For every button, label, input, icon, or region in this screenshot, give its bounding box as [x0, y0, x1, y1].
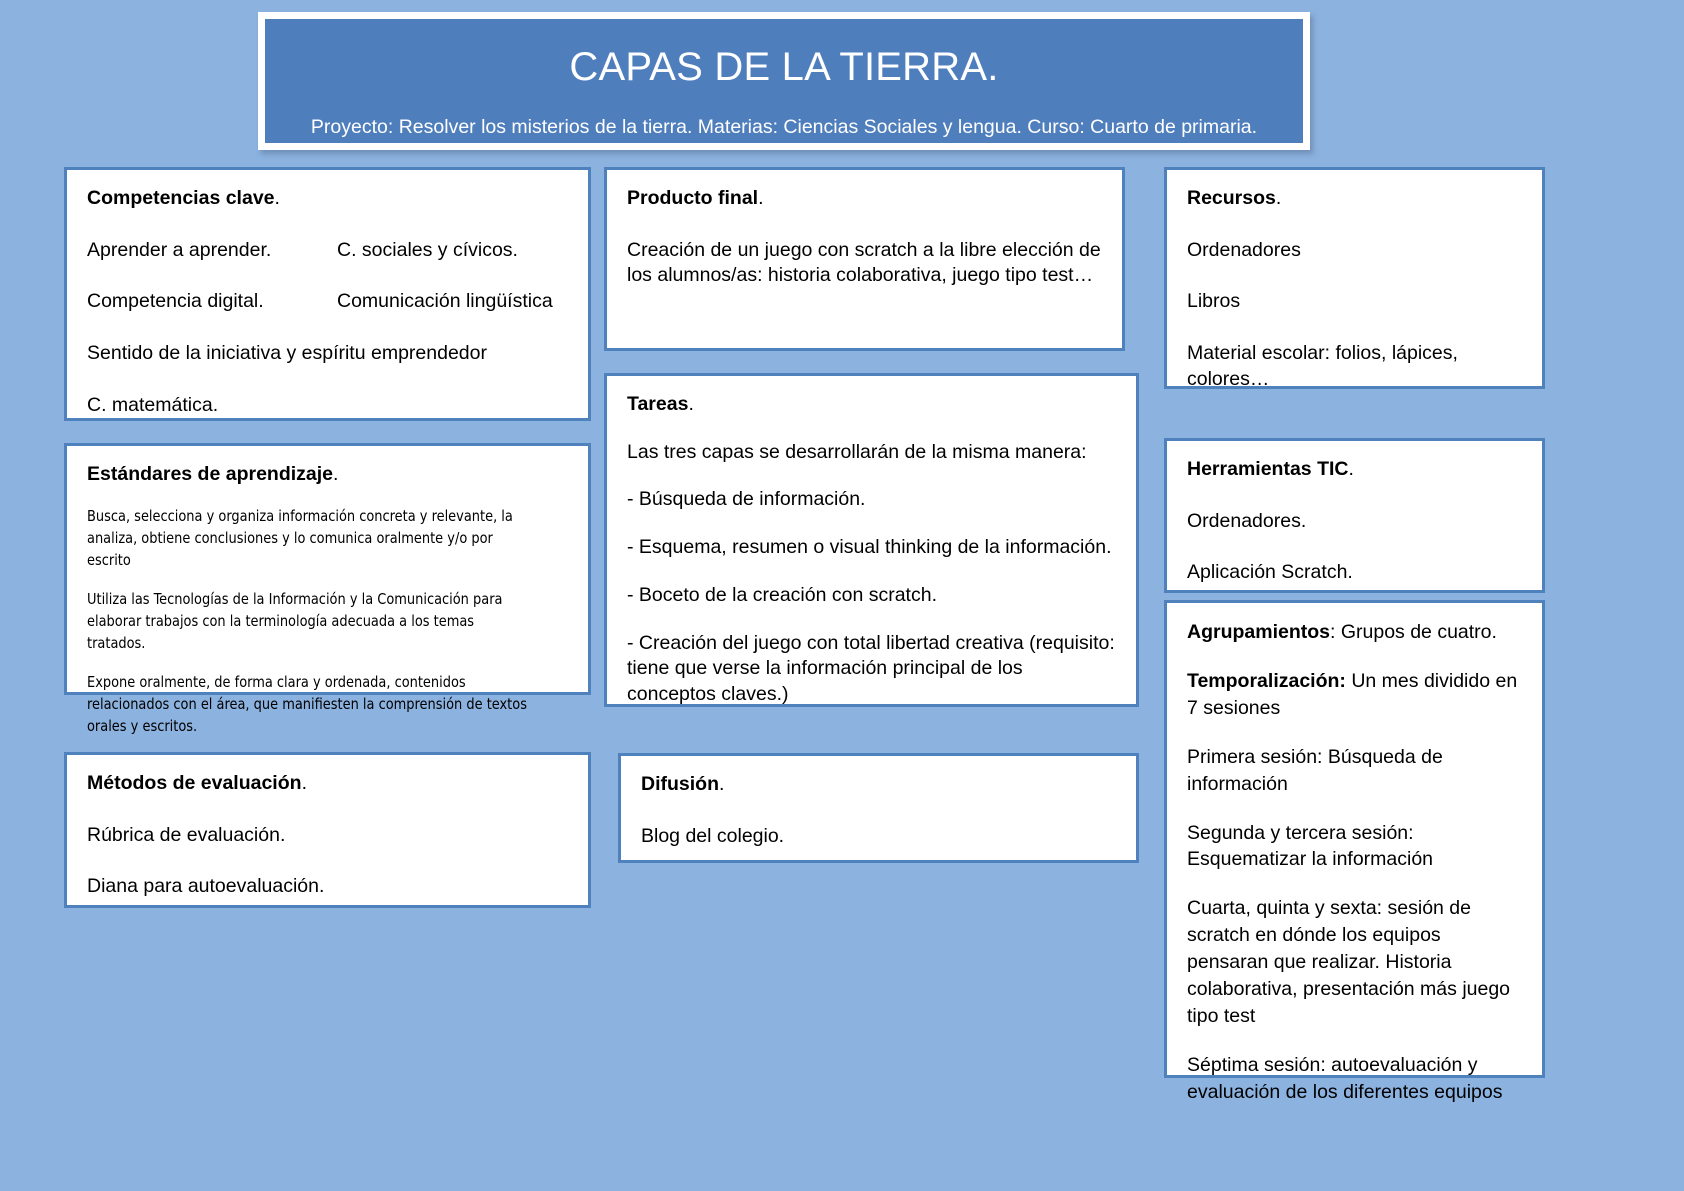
- card-recursos: [1164, 167, 1545, 389]
- sesion-item: Segunda y tercera sesión: Esquematizar la información: [1187, 821, 1434, 871]
- tarea-item: - Creación del juego con total libertad creativa (requisito: tiene que verse la información principal de los conceptos claves.): [627, 631, 1115, 706]
- competencia-sociales: C. sociales y cívicos.: [337, 238, 518, 261]
- card-competencias-clave: [64, 167, 591, 421]
- competencias-row-1: [87, 238, 568, 264]
- agrupamientos-value: : Grupos de cuatro.: [1330, 621, 1497, 643]
- competencias-title: Competencias clave.: [87, 187, 280, 209]
- page-subtitle: Proyecto: Resolver los misterios de la tierra. Materias: Ciencias Sociales y lengua. Curso: Cuarto de primaria.: [310, 116, 1258, 138]
- card-producto-final: [604, 167, 1125, 351]
- herramientas-title: Herramientas TIC.: [1187, 458, 1354, 480]
- recurso-item: Ordenadores: [1187, 238, 1301, 261]
- card-herramientas-tic: [1164, 438, 1545, 593]
- card-agrupamientos-temporalizacion: [1164, 600, 1545, 1103]
- tareas-intro: Las tres capas se desarrollarán de la misma manera:: [627, 440, 1087, 463]
- sesion-item: Primera sesión: Búsqueda de información: [1187, 745, 1443, 795]
- metodo-item: Rúbrica de evaluación.: [87, 823, 286, 846]
- header-banner: [258, 12, 1310, 150]
- tarea-item: - Esquema, resumen o visual thinking de la información.: [627, 536, 1112, 559]
- herramienta-item: Aplicación Scratch.: [1187, 561, 1353, 584]
- temporalizacion-value: Un mes dividido en 7 sesiones: [1187, 669, 1518, 719]
- producto-title: Producto final.: [627, 187, 764, 209]
- metodos-title: Métodos de evaluación.: [87, 772, 307, 794]
- recurso-item: Libros: [1187, 290, 1241, 313]
- temporalizacion-label: Temporalización:: [1187, 669, 1346, 692]
- sesion-item: Cuarta, quinta y sexta: sesión de scratch en dónde los equipos pensaran que realizar. Historia colaborativa, presentación más juego tipo test: [1187, 897, 1511, 1027]
- metodo-item: Diana para autoevaluación.: [87, 875, 325, 898]
- competencias-row-2: [87, 289, 568, 315]
- difusion-title: Difusión.: [641, 773, 725, 795]
- competencia-digital: Competencia digital.: [87, 290, 264, 313]
- competencia-aprender: Aprender a aprender.: [87, 238, 272, 261]
- estandar-item: Utiliza las Tecnologías de la Información y la Comunicación para elaborar trabajos con la terminología adecuada a los temas tratados.: [87, 589, 503, 652]
- card-estandares-aprendizaje: [64, 443, 591, 735]
- tareas-title: Tareas.: [627, 393, 694, 415]
- page-title: CAPAS DE LA TIERRA.: [569, 45, 999, 89]
- estandares-title: Estándares de aprendizaje.: [87, 463, 339, 485]
- competencia-matematica: C. matemática.: [87, 393, 219, 416]
- competencia-iniciativa: Sentido de la iniciativa y espíritu emprendedor: [87, 342, 487, 365]
- agrupamientos-label: Agrupamientos: [1187, 621, 1331, 643]
- tarea-item: - Búsqueda de información.: [627, 488, 866, 511]
- recurso-item: Material escolar: folios, lápices, colores…: [1187, 342, 1458, 390]
- card-metodos-evaluacion: [64, 752, 591, 908]
- estandar-item: Busca, selecciona y organiza información concreta y relevante, la analiza, obtiene conclusiones y lo comunica oralmente y/o por escrito: [87, 506, 513, 569]
- competencia-linguistica: Comunicación lingüística: [337, 290, 553, 313]
- sesion-item: Séptima sesión: autoevaluación y evaluación de los diferentes equipos: [1187, 1053, 1503, 1103]
- estandar-item: Expone oralmente, de forma clara y ordenada, contenidos relacionados con el área, que manifiesten la comprensión de textos orales y escritos.: [87, 672, 527, 735]
- difusion-body: Blog del colegio.: [641, 824, 785, 847]
- tarea-item: - Boceto de la creación con scratch.: [627, 583, 937, 606]
- card-tareas: [604, 373, 1139, 707]
- card-difusion: [618, 753, 1139, 863]
- producto-body: Creación de un juego con scratch a la libre elección de los alumnos/as: historia colaborativa, juego tipo test…: [627, 238, 1101, 287]
- agrupamientos-line: [1187, 619, 1522, 646]
- temporalizacion-line: [1187, 668, 1522, 722]
- herramienta-item: Ordenadores.: [1187, 509, 1307, 532]
- recursos-title: Recursos.: [1187, 187, 1282, 209]
